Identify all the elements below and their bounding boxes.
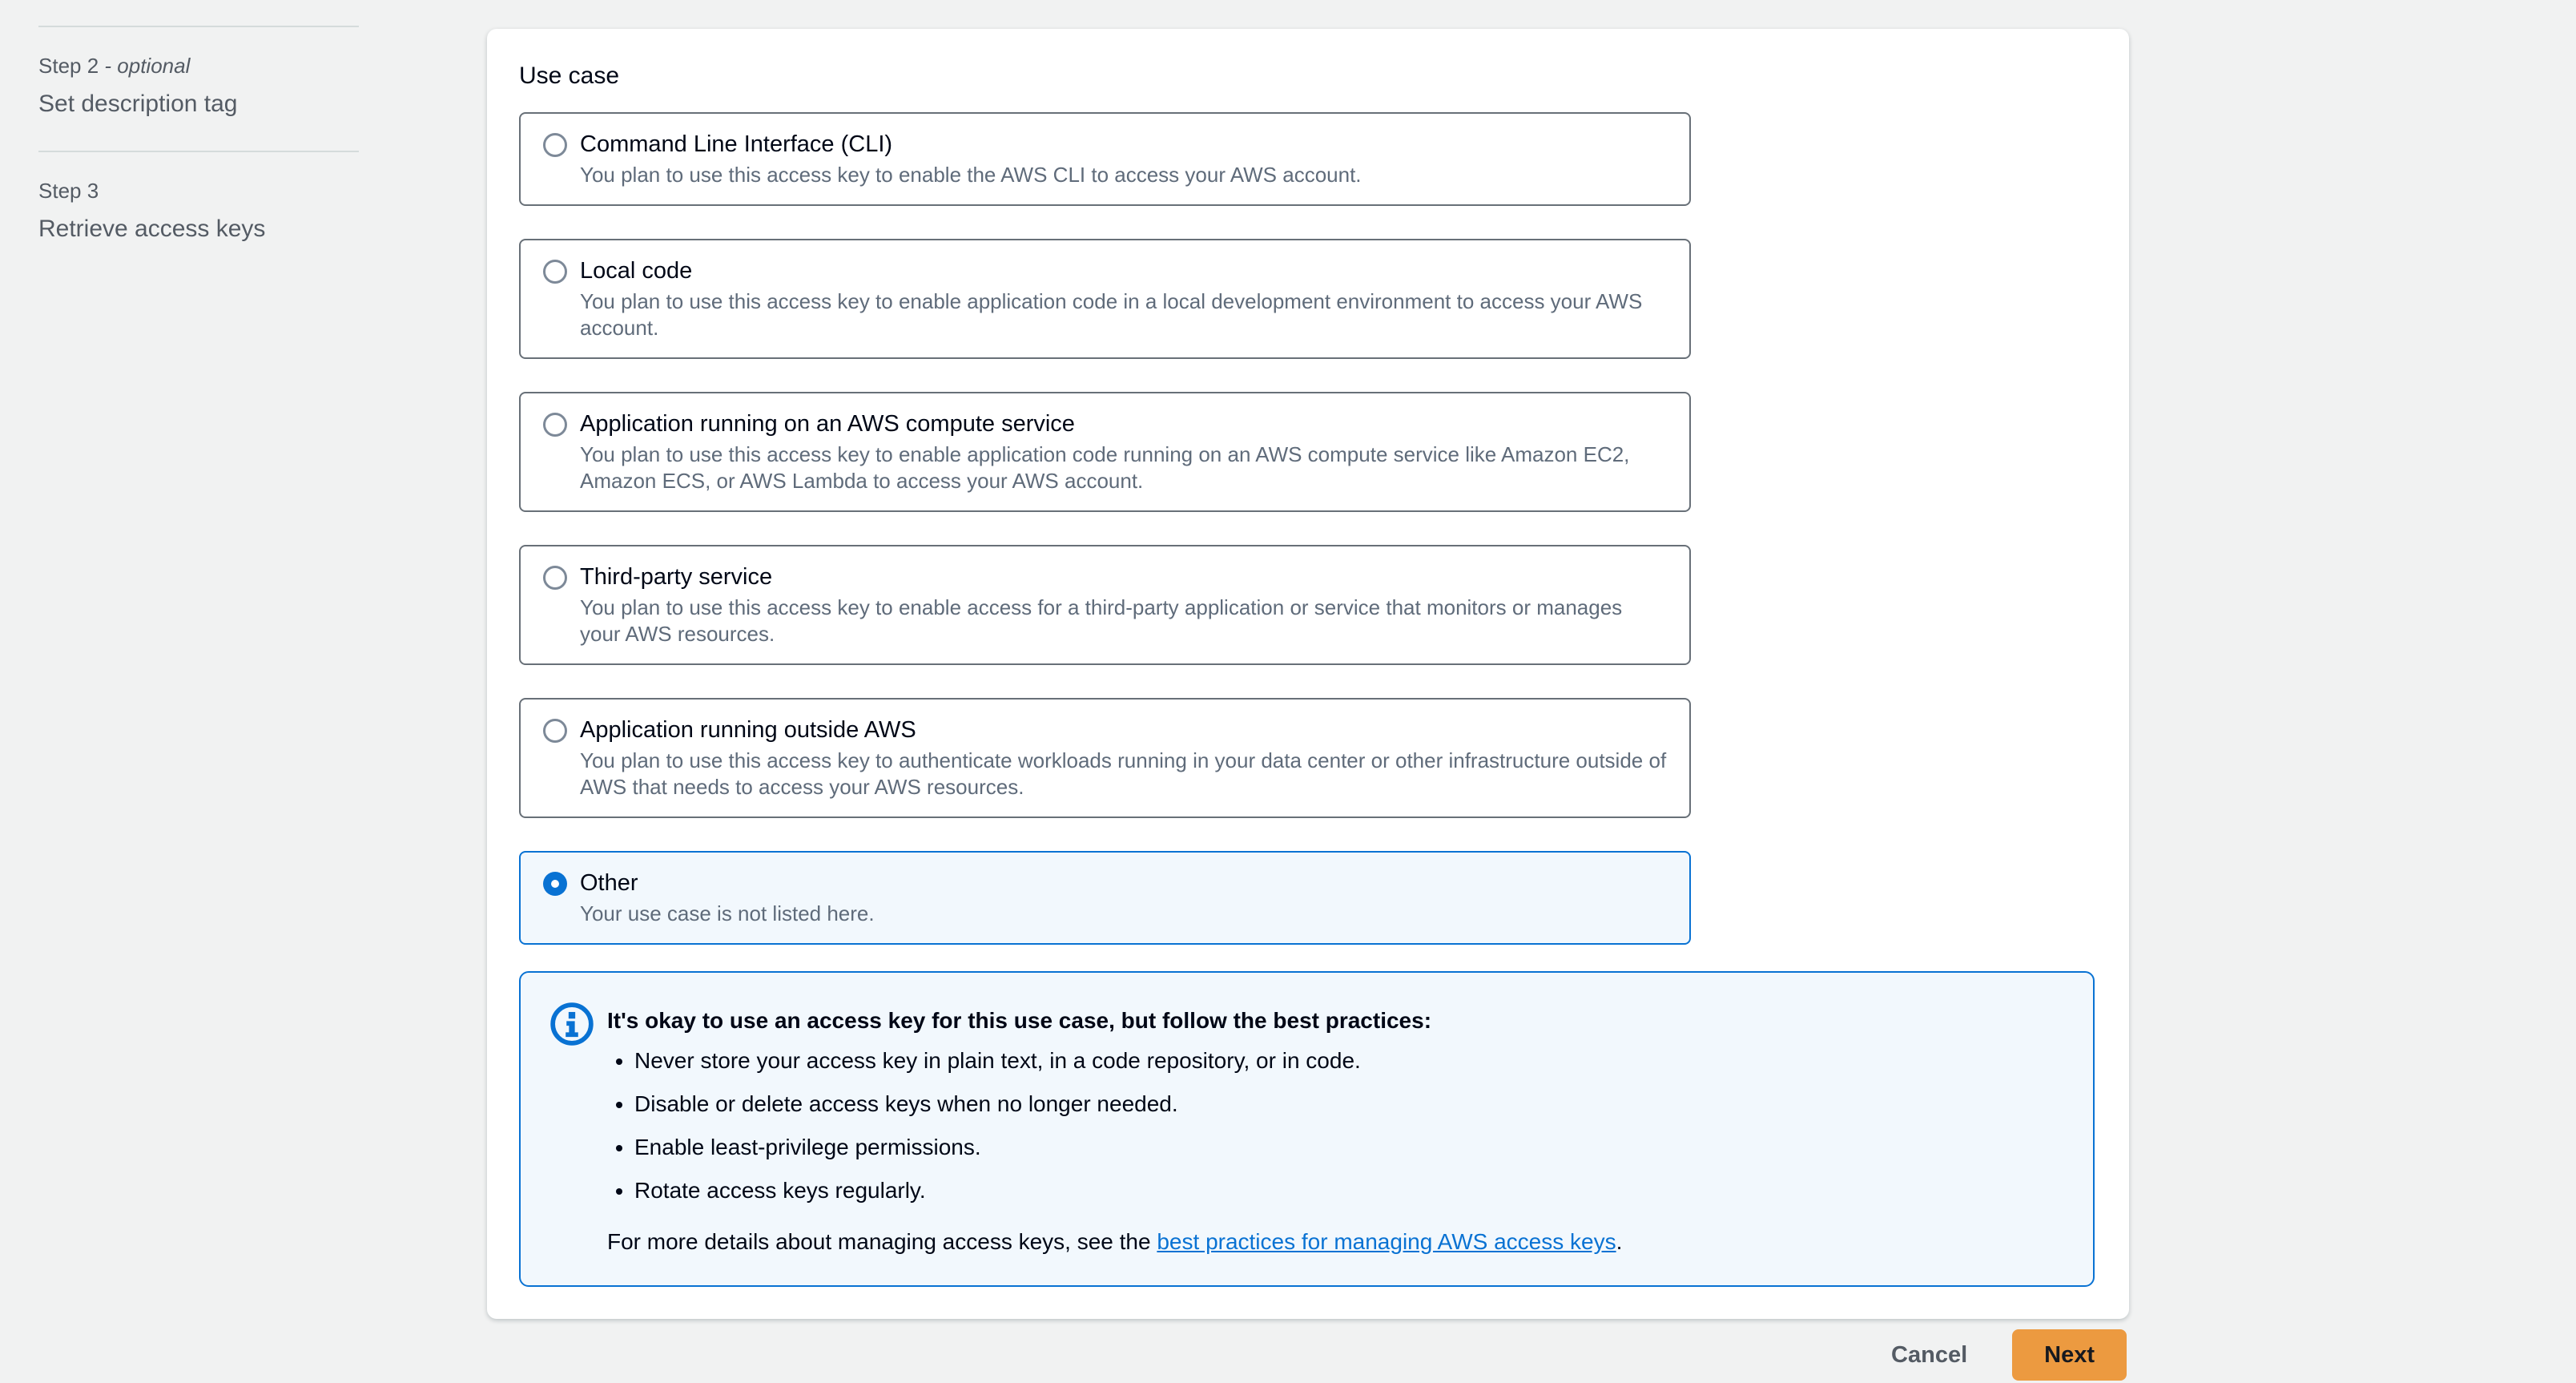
use-case-option-description: Your use case is not listed here. <box>580 901 875 925</box>
use-case-option-label: Application running on an AWS compute service <box>580 411 1075 437</box>
sidebar-step <box>38 26 359 151</box>
use-case-option[interactable] <box>519 392 1691 512</box>
use-case-option-description: You plan to use this access key to enable access for a third-party application or service that monitors or manages your AWS resources. <box>580 595 1623 646</box>
step-number: Step 3 <box>38 179 99 203</box>
radio-button[interactable] <box>543 872 567 896</box>
alert-footer <box>607 1228 1622 1256</box>
use-case-option-text <box>580 869 875 927</box>
best-practice-item: • Never store your access key in plain text, in a code repository, or in code. <box>634 1046 1622 1075</box>
use-case-option-description: You plan to use this access key to enable the AWS CLI to access your AWS account. <box>580 163 1362 187</box>
use-case-option-label: Application running outside AWS <box>580 717 916 743</box>
radio-button[interactable] <box>543 260 567 284</box>
sidebar-step-link[interactable]: Set description tag <box>38 91 238 117</box>
best-practices-link[interactable]: best practices for managing AWS access keys <box>1157 1229 1616 1254</box>
sidebar-step <box>38 151 359 276</box>
use-case-options <box>519 112 1691 945</box>
alert-title: It's okay to use an access key for this use case, but follow the best practices: <box>607 1008 1432 1033</box>
use-case-option-text <box>580 130 1362 188</box>
radio-button[interactable] <box>543 566 567 590</box>
cancel-button[interactable]: Cancel <box>1891 1341 1968 1368</box>
info-icon <box>549 1002 594 1046</box>
use-case-option[interactable] <box>519 851 1691 945</box>
use-case-heading: Use case <box>519 62 620 89</box>
use-case-option-label: Command Line Interface (CLI) <box>580 131 893 157</box>
sidebar-step-link[interactable]: Retrieve access keys <box>38 216 266 242</box>
use-case-option-label: Local code <box>580 258 693 284</box>
alert-footer-period: . <box>1616 1229 1623 1254</box>
wizard-actions <box>1891 1329 2127 1381</box>
alert-body <box>607 1002 1622 1256</box>
use-case-option[interactable] <box>519 239 1691 359</box>
use-case-option-label: Other <box>580 870 638 896</box>
step-number: Step 2 <box>38 54 99 78</box>
use-case-option-label: Third-party service <box>580 564 773 590</box>
step-label <box>38 178 359 204</box>
best-practices-list <box>607 1046 1622 1205</box>
alert-footer-text: For more details about managing access keys, see the <box>607 1229 1157 1254</box>
radio-button[interactable] <box>543 133 567 157</box>
use-case-option[interactable] <box>519 545 1691 665</box>
radio-button[interactable] <box>543 413 567 437</box>
use-case-option-text <box>580 562 1667 647</box>
step-optional-flag: - optional <box>99 54 190 78</box>
use-case-option-text <box>580 409 1667 494</box>
use-case-option[interactable] <box>519 112 1691 206</box>
next-button[interactable]: Next <box>2012 1329 2127 1381</box>
use-case-option[interactable] <box>519 698 1691 818</box>
best-practice-item: • Rotate access keys regularly. <box>634 1176 1622 1205</box>
use-case-option-description: You plan to use this access key to enable application code running on an AWS compute service like Amazon EC2, Amazon ECS, or AWS Lambda to access your AWS account. <box>580 442 1630 493</box>
use-case-option-text <box>580 716 1667 800</box>
steps-sidebar <box>38 0 359 276</box>
best-practice-item: • Disable or delete access keys when no longer needed. <box>634 1090 1622 1119</box>
steps-list <box>38 26 359 276</box>
use-case-panel <box>487 29 2129 1319</box>
step-label <box>38 53 359 79</box>
use-case-option-description: You plan to use this access key to authenticate workloads running in your data center or other infrastructure outside of AWS that needs to access your AWS resources. <box>580 748 1667 799</box>
best-practice-item: • Enable least-privilege permissions. <box>634 1133 1622 1162</box>
radio-button[interactable] <box>543 719 567 743</box>
info-alert <box>519 971 2095 1287</box>
use-case-option-description: You plan to use this access key to enable application code in a local development environment to access your AWS account. <box>580 289 1643 340</box>
use-case-option-text <box>580 256 1667 341</box>
step-divider <box>38 26 359 27</box>
step-divider <box>38 151 359 152</box>
